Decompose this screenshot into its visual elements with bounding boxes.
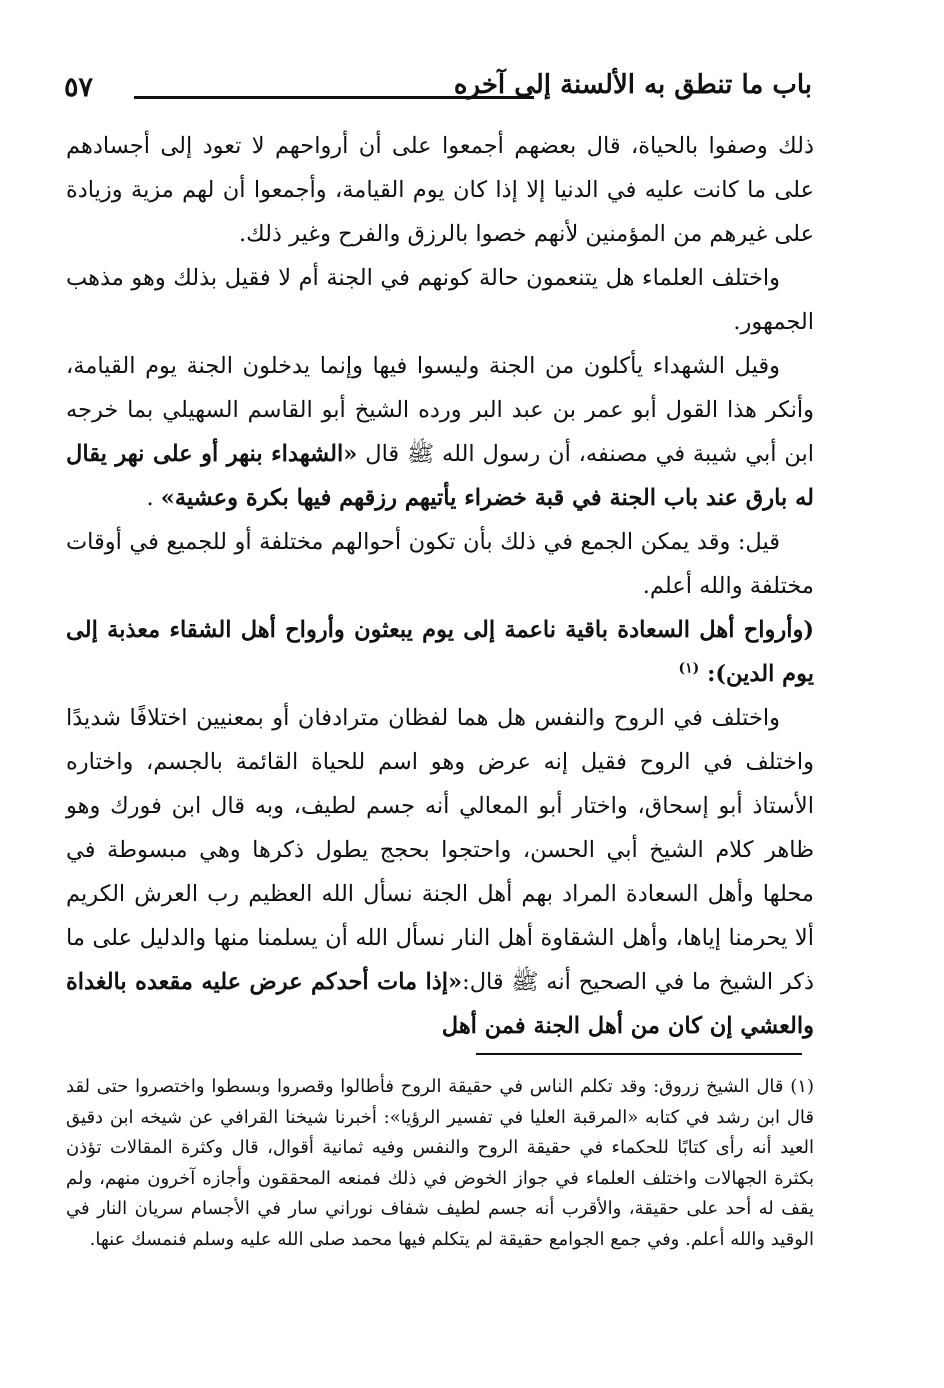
page-header xyxy=(64,70,812,110)
paragraph-5 xyxy=(66,696,814,1048)
page-number: ٥٧ xyxy=(64,72,94,103)
section-heading xyxy=(66,608,814,696)
section-heading-text: (وأرواح أهل السعادة باقية ناعمة إلى يوم يبعثون وأرواح أهل الشقاء معذبة إلى يوم الدين): xyxy=(66,617,814,687)
paragraph-3-end: . xyxy=(146,485,161,511)
paragraph-3-text: وقيل الشهداء يأكلون من الجنة وليسوا فيها وإنما يدخلون الجنة يوم القيامة، وأنكر هذا القول أبو عمر بن عبد البر ورده الشيخ أبو القاسم السهيلي بما خرجه ابن أبي شيبة في مصنفه، أن رسول الله ﷺ قال xyxy=(66,353,815,467)
footnote-separator xyxy=(476,1053,802,1055)
footnote-1: (١) قال الشيخ زروق: وقد تكلم الناس في حقيقة الروح فأطالوا وقصروا وبسطوا واختصروا حتى لقد قال ابن رشد في كتابه «المرقبة العليا في تفسير الرؤيا»: أخبرنا شيخنا القرافي عن شيخه ابن دقيق العيد أنه رأى كتابًا للحكماء في حقيقة الروح والنفس وفيه ثمانية أقوال، قال وكثرة المقالات تؤذن بكثرة الجهالات واختلف العلماء في جواز الخوض في ذلك فمنعه المحققون وأجازه آخرون منهم، ولم يقف له أحد على حقيقة، والأقرب أنه جسم لطيف شفاف نوراني سار في الأجسام سريان النار في الوقيد والله أعلم. وفي جمع الجوامع حقيقة لم يتكلم فيها محمد صلى الله عليه وسلم فنمسك عنها. xyxy=(66,1076,814,1250)
main-text xyxy=(66,124,814,1048)
paragraph-2: واختلف العلماء هل يتنعمون حالة كونهم في الجنة أم لا فقيل بذلك وهو مذهب الجمهور. xyxy=(66,265,814,335)
footnote-reference: (١) xyxy=(678,660,700,677)
paragraph-1: ذلك وصفوا بالحياة، قال بعضهم أجمعوا على أن أرواحهم لا تعود إلى أجسادهم على ما كانت عليه في الدنيا إلا إذا كان يوم القيامة، وأجمعوا أن لهم مزية وزيادة على غيرهم من المؤمنين لأنهم خصوا بالرزق والفرح وغير ذلك. xyxy=(66,133,814,247)
hadith-quote-2: «إذا مات أحدكم عرض عليه مقعده بالغداة والعشي إن كان من أهل الجنة فمن أهل xyxy=(66,969,814,1039)
footnotes xyxy=(66,1072,814,1255)
running-title: باب ما تنطق به الألسنة إلى آخره xyxy=(453,70,812,100)
paragraph-4: قيل: وقد يمكن الجمع في ذلك بأن تكون أحوالهم مختلفة أو للجميع في أوقات مختلفة والله أعلم. xyxy=(66,529,814,599)
paragraph-5-text: واختلف في الروح والنفس هل هما لفظان مترادفان أو بمعنيين اختلافًا شديدًا واختلف في الروح فقيل إنه عرض وهو اسم للحياة القائمة بالجسم، واختاره الأستاذ أبو إسحاق، واختار أبو المعالي أنه جسم لطيف، وبه قال ابن فورك وهو ظاهر كلام الشيخ أبي الحسن، واحتجوا بحجج يطول ذكرها وهي مبسوطة في محلها وأهل السعادة المراد بهم أهل الجنة نسأل الله العظيم رب العرش الكريم ألا يحرمنا إياها، وأهل الشقاوة أهل النار نسأل الله أن يسلمنا منها والدليل على ما ذكر الشيخ ما في الصحيح أنه ﷺ قال: xyxy=(66,705,814,995)
paragraph-3 xyxy=(66,344,814,520)
hadith-quote-1: «الشهداء بنهر أو على نهر يقال له بارق عند باب الجنة في قبة خضراء يأتيهم رزقهم فيها بكرة وعشية» xyxy=(66,441,814,511)
